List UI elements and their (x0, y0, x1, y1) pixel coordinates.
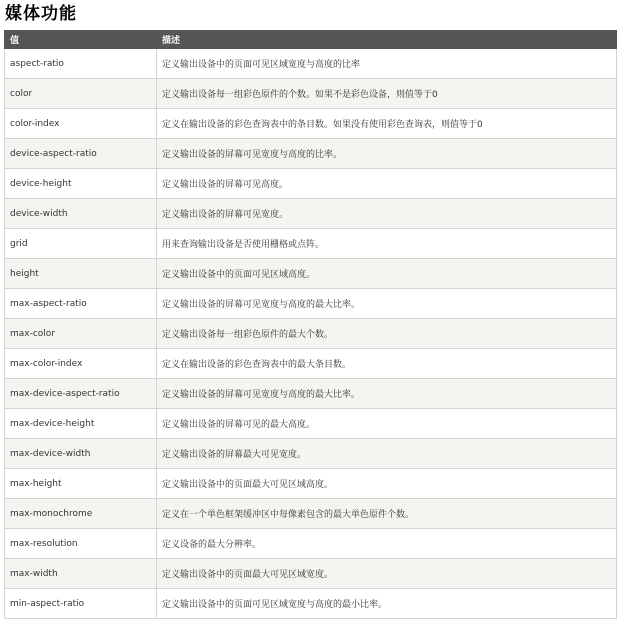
column-header-value: 值 (5, 31, 157, 49)
cell-description: 定义输出设备每一组彩色原件的个数。如果不是彩色设备，则值等于0 (157, 79, 617, 109)
cell-value: device-width (5, 199, 157, 229)
cell-description: 定义在输出设备的彩色查询表中的条目数。如果没有使用彩色查询表，则值等于0 (157, 109, 617, 139)
cell-description: 定义输出设备的屏幕可见宽度与高度的最大比率。 (157, 289, 617, 319)
table-row (5, 499, 617, 529)
cell-description: 定义输出设备中的页面最大可见区域高度。 (157, 469, 617, 499)
table-row (5, 169, 617, 199)
table-row (5, 409, 617, 439)
cell-description: 定义输出设备的屏幕可见高度。 (157, 169, 617, 199)
table-row (5, 229, 617, 259)
cell-description: 定义输出设备每一组彩色原件的最大个数。 (157, 319, 617, 349)
cell-description: 定义输出设备中的页面最大可见区域宽度。 (157, 559, 617, 589)
cell-value: max-color (5, 319, 157, 349)
cell-value: grid (5, 229, 157, 259)
cell-description: 定义输出设备的屏幕最大可见宽度。 (157, 439, 617, 469)
cell-value: min-aspect-ratio (5, 589, 157, 619)
table-header (5, 31, 617, 49)
cell-value: max-monochrome (5, 499, 157, 529)
cell-value: device-height (5, 169, 157, 199)
media-features-table (4, 30, 617, 619)
cell-description: 定义输出设备中的页面可见区域高度。 (157, 259, 617, 289)
table-row (5, 79, 617, 109)
table-body (5, 49, 617, 619)
table-row (5, 259, 617, 289)
cell-value: max-width (5, 559, 157, 589)
cell-value: max-device-aspect-ratio (5, 379, 157, 409)
table-row (5, 349, 617, 379)
column-header-description: 描述 (157, 31, 617, 49)
cell-value: max-height (5, 469, 157, 499)
cell-value: max-device-width (5, 439, 157, 469)
cell-description: 定义输出设备的屏幕可见宽度与高度的比率。 (157, 139, 617, 169)
cell-description: 定义输出设备的屏幕可见的最大高度。 (157, 409, 617, 439)
cell-value: color-index (5, 109, 157, 139)
cell-description: 定义输出设备的屏幕可见宽度。 (157, 199, 617, 229)
table-row (5, 589, 617, 619)
table-row (5, 559, 617, 589)
cell-value: device-aspect-ratio (5, 139, 157, 169)
table-row (5, 439, 617, 469)
cell-value: max-color-index (5, 349, 157, 379)
cell-value: height (5, 259, 157, 289)
cell-value: max-aspect-ratio (5, 289, 157, 319)
table-row (5, 379, 617, 409)
page-title: 媒体功能 (5, 4, 77, 24)
table-row (5, 319, 617, 349)
cell-description: 定义输出设备的屏幕可见宽度与高度的最大比率。 (157, 379, 617, 409)
cell-value: max-resolution (5, 529, 157, 559)
cell-description: 定义在输出设备的彩色查询表中的最大条目数。 (157, 349, 617, 379)
table-row (5, 469, 617, 499)
table-row (5, 49, 617, 79)
table-row (5, 109, 617, 139)
cell-description: 定义在一个单色框架缓冲区中每像素包含的最大单色原件个数。 (157, 499, 617, 529)
table-row (5, 289, 617, 319)
table-row (5, 199, 617, 229)
cell-description: 用来查询输出设备是否使用栅格或点阵。 (157, 229, 617, 259)
cell-value: max-device-height (5, 409, 157, 439)
table-header-row (5, 31, 617, 49)
cell-value: color (5, 79, 157, 109)
cell-description: 定义输出设备中的页面可见区域宽度与高度的最小比率。 (157, 589, 617, 619)
cell-value: aspect-ratio (5, 49, 157, 79)
cell-description: 定义输出设备中的页面可见区域宽度与高度的比率 (157, 49, 617, 79)
cell-description: 定义设备的最大分辨率。 (157, 529, 617, 559)
table-row (5, 139, 617, 169)
table-row (5, 529, 617, 559)
